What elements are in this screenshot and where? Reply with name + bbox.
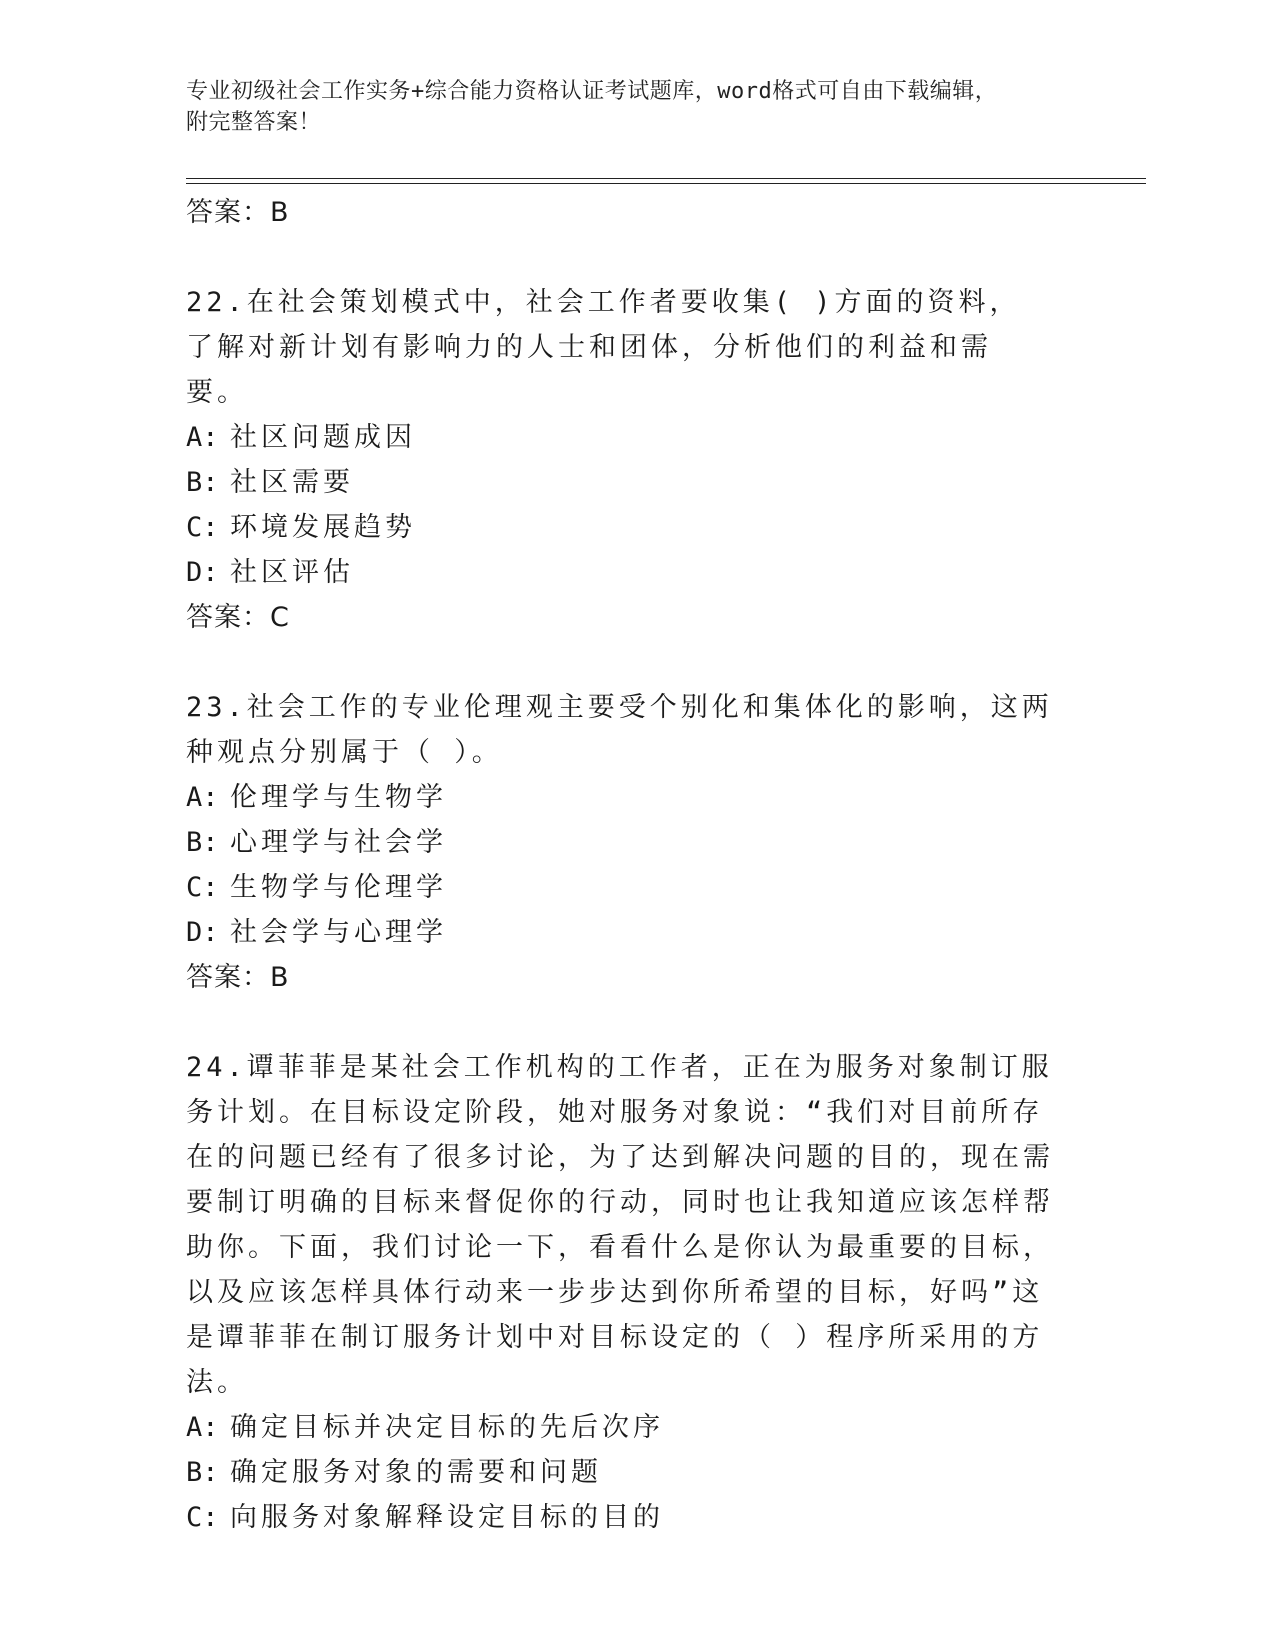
option-b bbox=[186, 460, 1086, 505]
question-item bbox=[186, 280, 1086, 640]
option-letter: A: bbox=[186, 782, 219, 813]
option-letter: B: bbox=[186, 827, 219, 858]
question-text: 22.在社会策划模式中，社会工作者要收集( )方面的资料，了解对新计划有影响力的人士和团体，分析他们的利益和需要。 bbox=[186, 287, 1021, 408]
header-divider bbox=[186, 178, 1146, 184]
option-a bbox=[186, 1405, 1086, 1450]
option-b bbox=[186, 820, 1086, 865]
question-text: 24.谭菲菲是某社会工作机构的工作者，正在为服务对象制订服务计划。在目标设定阶段，她对服务对象说：“我们对目前所存在的问题已经有了很多讨论，为了达到解决问题的目的，现在需要制订明确的目标来督促你的行动，同时也让我知道应该怎样帮助你。下面，我们讨论一下，看看什么是你认为最重要的目标，以及应该怎样具体行动来一步步达到你所希望的目标，好吗”这是谭菲菲在制订服务计划中对目标设定的（ ）程序所采用的方法。 bbox=[186, 1052, 1054, 1398]
option-c bbox=[186, 865, 1086, 910]
document-body bbox=[186, 190, 1086, 1540]
spacer bbox=[186, 640, 1086, 685]
header-line-1: 专业初级社会工作实务+综合能力资格认证考试题库，word格式可自由下载编辑， bbox=[186, 79, 998, 104]
option-text: 社会学与心理学 bbox=[230, 917, 447, 948]
option-text: 社区问题成因 bbox=[230, 422, 416, 453]
option-letter: C: bbox=[186, 872, 219, 903]
option-text: 向服务对象解释设定目标的目的 bbox=[230, 1502, 664, 1533]
option-d bbox=[186, 550, 1086, 595]
option-text: 社区需要 bbox=[230, 467, 354, 498]
option-text: 环境发展趋势 bbox=[230, 512, 416, 543]
question-item bbox=[186, 685, 1086, 1000]
answer-line: 答案：B bbox=[186, 962, 290, 993]
option-text: 社区评估 bbox=[230, 557, 354, 588]
spacer bbox=[186, 235, 1086, 280]
answer-line: 答案：C bbox=[186, 602, 290, 633]
option-letter: D: bbox=[186, 917, 219, 948]
option-letter: C: bbox=[186, 512, 219, 543]
option-a bbox=[186, 775, 1086, 820]
option-c bbox=[186, 505, 1086, 550]
page-header bbox=[186, 76, 1066, 138]
header-line-2: 附完整答案！ bbox=[186, 110, 322, 135]
option-text: 生物学与伦理学 bbox=[230, 872, 447, 903]
question-item bbox=[186, 1045, 1086, 1540]
option-text: 确定目标并决定目标的先后次序 bbox=[230, 1412, 664, 1443]
option-letter: D: bbox=[186, 557, 219, 588]
spacer bbox=[186, 1000, 1086, 1045]
option-letter: A: bbox=[186, 1412, 219, 1443]
option-letter: B: bbox=[186, 1457, 219, 1488]
question-text: 23.社会工作的专业伦理观主要受个别化和集体化的影响，这两种观点分别属于（ ）。 bbox=[186, 692, 1053, 768]
option-letter: A: bbox=[186, 422, 219, 453]
answer-line: 答案：B bbox=[186, 197, 290, 228]
option-letter: B: bbox=[186, 467, 219, 498]
option-text: 心理学与社会学 bbox=[230, 827, 447, 858]
option-c bbox=[186, 1495, 1086, 1540]
option-b bbox=[186, 1450, 1086, 1495]
option-a bbox=[186, 415, 1086, 460]
option-letter: C: bbox=[186, 1502, 219, 1533]
option-d bbox=[186, 910, 1086, 955]
option-text: 确定服务对象的需要和问题 bbox=[230, 1457, 602, 1488]
option-text: 伦理学与生物学 bbox=[230, 782, 447, 813]
